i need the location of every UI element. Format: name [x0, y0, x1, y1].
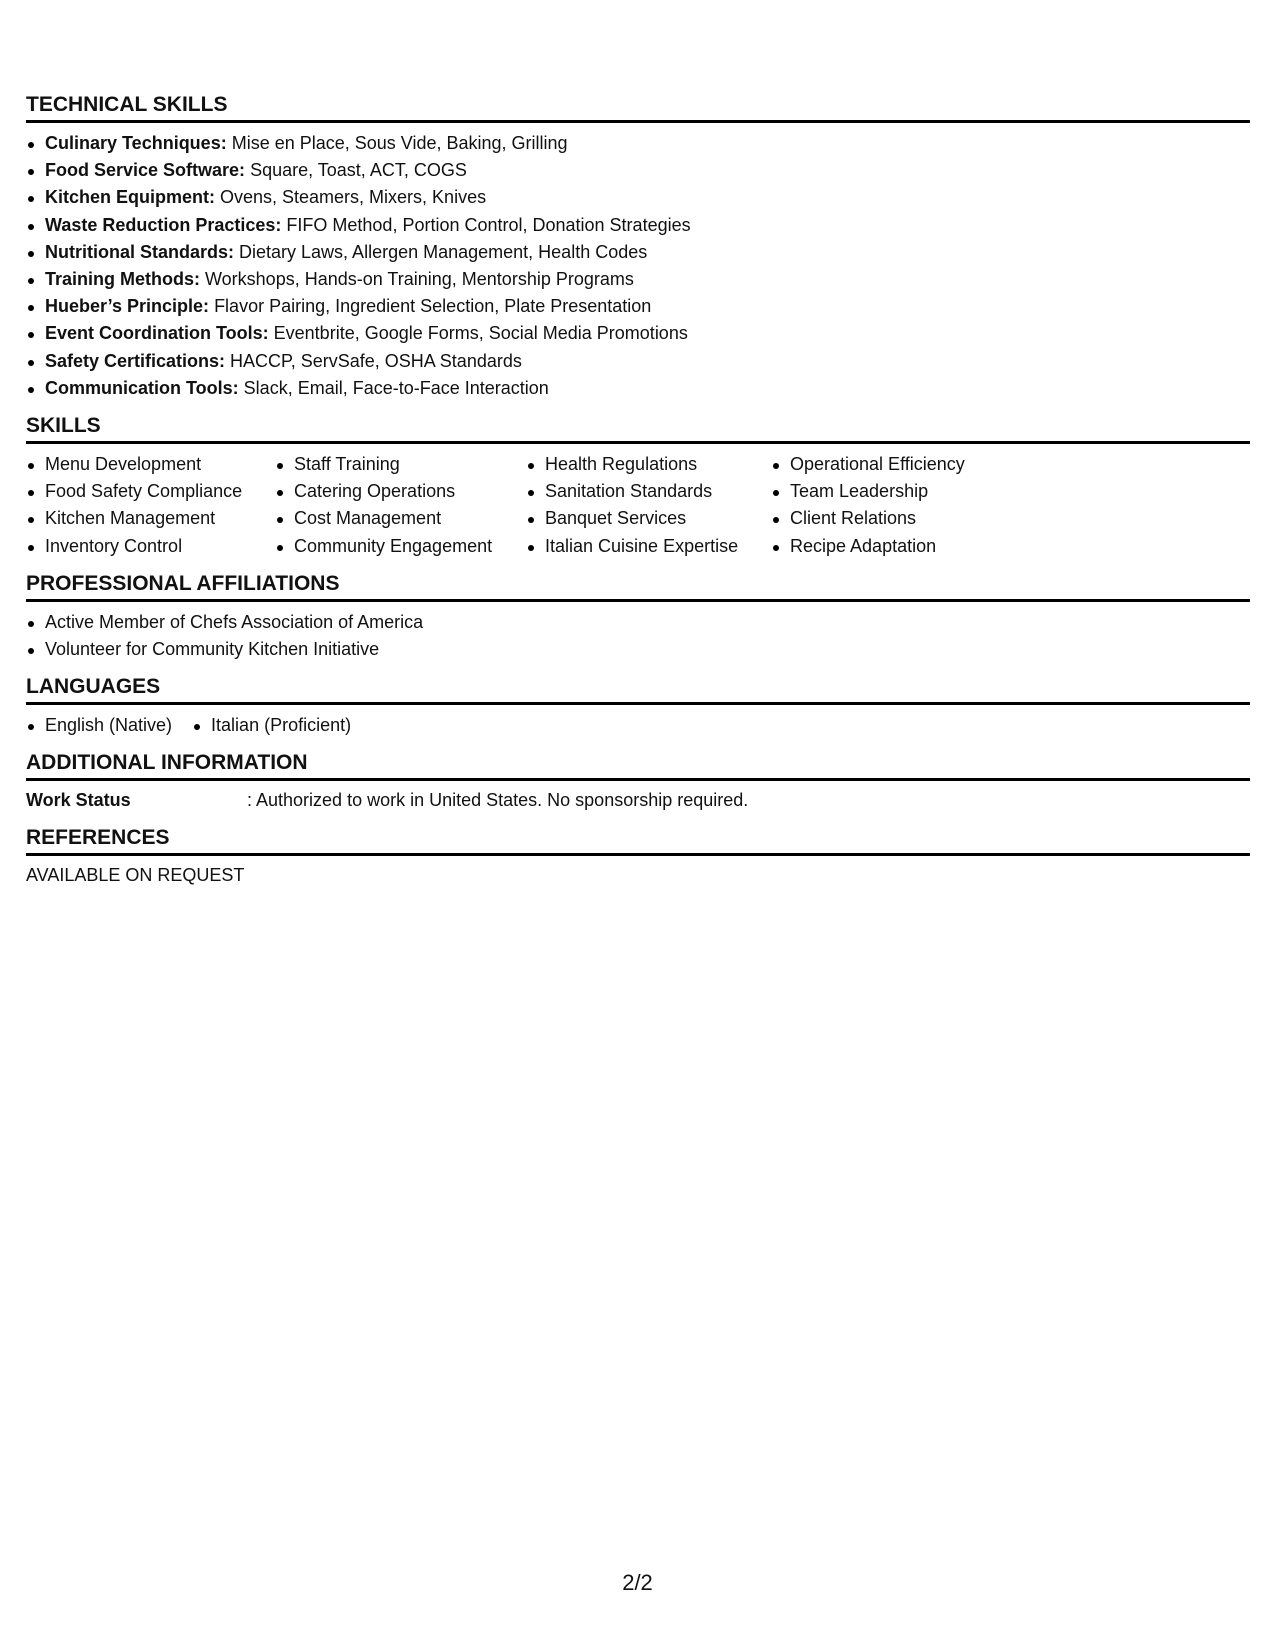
list-item: Community Engagement — [275, 533, 526, 560]
list-item: Kitchen Management — [26, 505, 275, 532]
affiliations-section — [26, 571, 1250, 663]
affiliations-list — [26, 609, 1250, 663]
language-group — [192, 712, 351, 739]
item-value: Dietary Laws, Allergen Management, Health Codes — [234, 241, 648, 262]
item-label: Communication Tools: — [45, 377, 239, 398]
list-item — [26, 239, 1250, 266]
list-item: Cost Management — [275, 505, 526, 532]
skills-column — [771, 451, 1031, 560]
item-value: Workshops, Hands-on Training, Mentorship Programs — [200, 269, 634, 290]
list-item: Menu Development — [26, 451, 275, 478]
item-label: Training Methods: — [45, 269, 200, 290]
item-value: Mise en Place, Sous Vide, Baking, Grilling — [226, 133, 568, 153]
list-item: Operational Efficiency — [771, 451, 1031, 478]
technical-skills-section — [26, 92, 1250, 402]
section-title: LANGUAGES — [26, 675, 161, 699]
item-value: Flavor Pairing, Ingredient Selection, Plate Presentation — [209, 296, 652, 317]
section-divider — [26, 702, 1250, 705]
item-value: Slack, Email, Face-to-Face Interaction — [238, 377, 549, 398]
list-item: Sanitation Standards — [526, 478, 771, 505]
item-value: Eventbrite, Google Forms, Social Media Promotions — [268, 323, 688, 344]
item-label: Food Service Software: — [45, 160, 246, 181]
list-item: Italian (Proficient) — [192, 712, 351, 739]
skills-column — [526, 451, 771, 560]
list-item: Inventory Control — [26, 533, 275, 560]
list-item: English (Native) — [26, 712, 172, 739]
item-label: Kitchen Equipment: — [45, 187, 215, 208]
languages-list — [26, 712, 1250, 739]
list-item: Team Leadership — [771, 478, 1031, 505]
list-item: Catering Operations — [275, 478, 526, 505]
item-value: HACCP, ServSafe, OSHA Standards — [225, 350, 522, 371]
work-status-value: : Authorized to work in United States. No sponsorship required. — [247, 790, 749, 811]
item-value: FIFO Method, Portion Control, Donation Strategies — [281, 214, 691, 235]
section-divider — [26, 441, 1250, 444]
list-item: Staff Training — [275, 451, 526, 478]
work-status-row — [26, 787, 1250, 814]
list-item: Recipe Adaptation — [771, 533, 1031, 560]
languages-section — [26, 674, 1250, 739]
technical-skills-list — [26, 130, 1250, 402]
page-number: 2/2 — [622, 1570, 653, 1595]
section-divider — [26, 120, 1250, 123]
item-label: Waste Reduction Practices: — [45, 214, 282, 235]
list-item — [26, 320, 1250, 347]
resume-page — [26, 92, 1250, 900]
list-item: Volunteer for Community Kitchen Initiative — [26, 636, 1250, 663]
list-item — [26, 348, 1250, 375]
section-divider — [26, 778, 1250, 781]
skills-column — [275, 451, 526, 560]
language-group — [26, 712, 172, 739]
list-item — [26, 293, 1250, 320]
references-section — [26, 825, 1250, 889]
section-title: ADDITIONAL INFORMATION — [26, 751, 308, 775]
list-item: Health Regulations — [526, 451, 771, 478]
section-title: SKILLS — [26, 414, 101, 438]
list-item: Client Relations — [771, 505, 1031, 532]
item-label: Nutritional Standards: — [45, 241, 235, 262]
item-label: Event Coordination Tools: — [45, 323, 269, 344]
item-label: Culinary Techniques: — [45, 133, 227, 153]
work-status-label: Work Status — [26, 790, 131, 811]
list-item: Italian Cuisine Expertise — [526, 533, 771, 560]
additional-info-section — [26, 750, 1250, 814]
section-title: REFERENCES — [26, 826, 170, 850]
list-item — [26, 130, 1250, 157]
section-divider — [26, 599, 1250, 602]
list-item: Active Member of Chefs Association of America — [26, 609, 1250, 636]
list-item: Food Safety Compliance — [26, 478, 275, 505]
list-item — [26, 212, 1250, 239]
item-value: Square, Toast, ACT, COGS — [245, 160, 467, 181]
skills-column — [26, 451, 275, 560]
list-item — [26, 266, 1250, 293]
section-title: PROFESSIONAL AFFILIATIONS — [26, 571, 340, 595]
list-item — [26, 375, 1250, 402]
section-divider — [26, 853, 1250, 856]
section-title: TECHNICAL SKILLS — [26, 93, 228, 116]
skills-section — [26, 413, 1250, 560]
item-label: Safety Certifications: — [45, 350, 226, 371]
references-text: AVAILABLE ON REQUEST — [26, 865, 245, 886]
list-item: Banquet Services — [526, 505, 771, 532]
skills-grid — [26, 451, 1250, 560]
item-label: Hueber’s Principle: — [45, 296, 210, 317]
list-item — [26, 157, 1250, 184]
item-value: Ovens, Steamers, Mixers, Knives — [215, 187, 487, 208]
list-item — [26, 184, 1250, 211]
